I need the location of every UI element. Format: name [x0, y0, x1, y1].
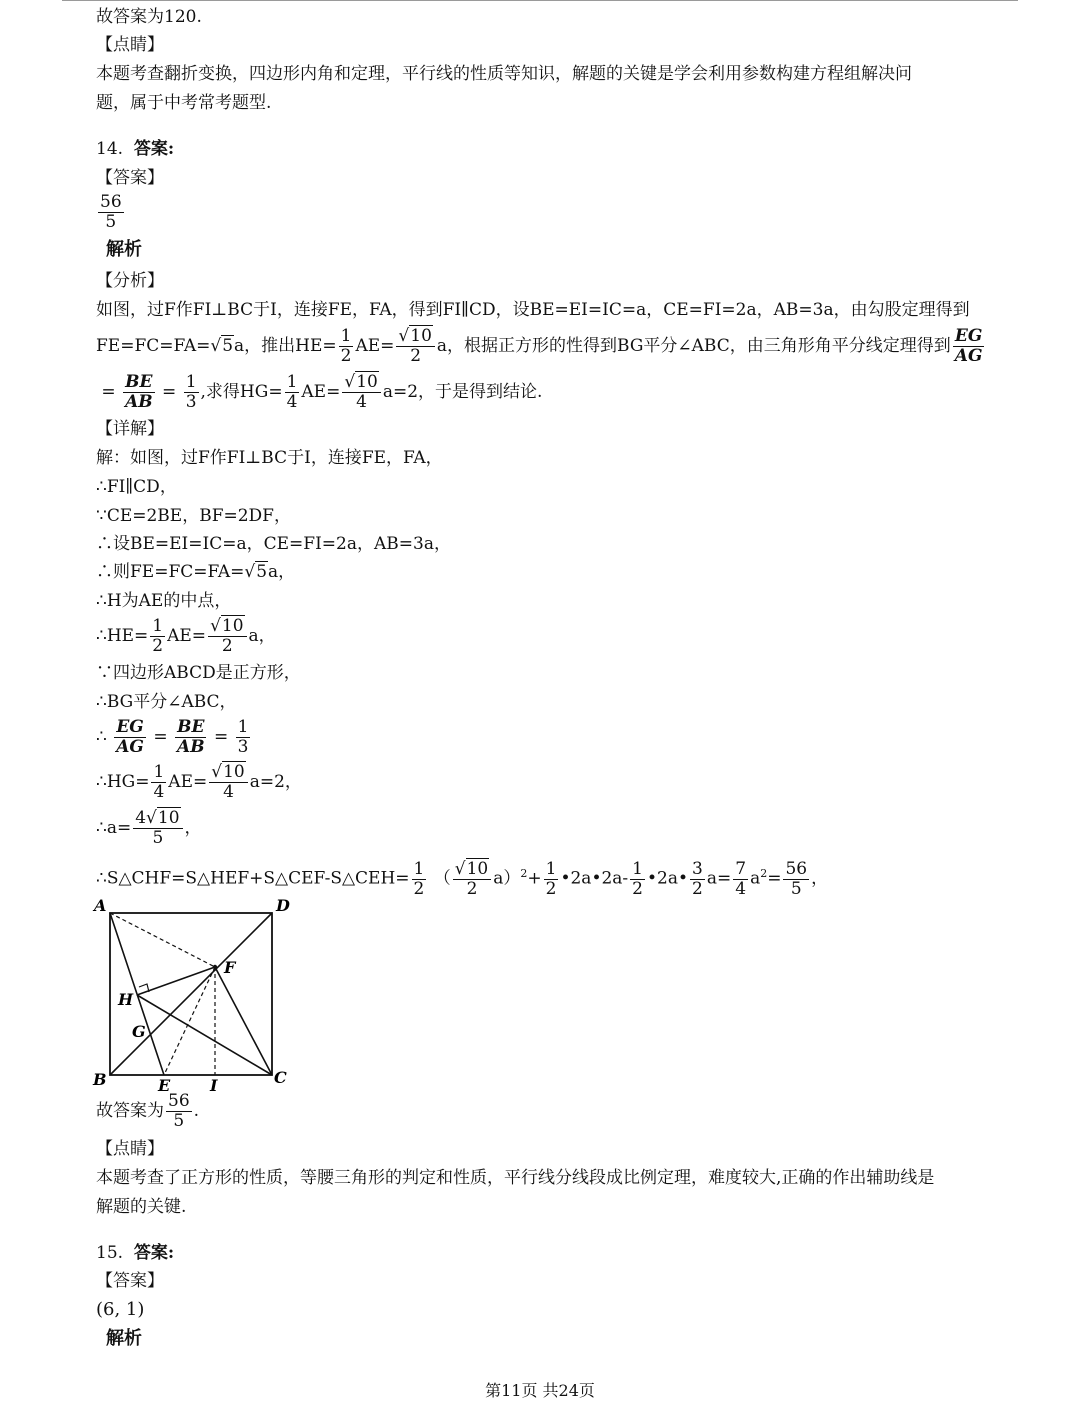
q15-jiexi: 解析: [106, 1328, 142, 1349]
page-footer: 第11页 共24页: [485, 1381, 595, 1400]
q14-step-7: ∴HE= $\frac{1}{2}$ AE= $\frac{√10}{2}$ a，: [96, 616, 276, 656]
q14-dianjing-text-2: 解题的关键.: [96, 1197, 187, 1217]
q15-heading: [96, 1242, 174, 1264]
q14-step-1: 解：如图，过F作FI⊥BC于I，连接FE，FA，: [96, 448, 443, 468]
q14-step-2: ∴FI∥CD，: [96, 477, 177, 497]
q14-step-8: ∵四边形ABCD是正方形，: [96, 663, 301, 683]
top-divider: [62, 0, 1018, 1]
q14-fenxi-1: 如图，过F作FI⊥BC于I，连接FE，FA，得到FI∥CD，设BE=EI=IC=a，CE=FI=2a，AB=3a，由勾股定理得到: [96, 300, 970, 320]
label-c: C: [274, 1068, 287, 1087]
label-e: E: [158, 1076, 171, 1095]
q14-step-6: ∴H为AE的中点，: [96, 591, 232, 611]
prev-dianjing-text-1: 本题考查翻折变换，四边形内角和定理，平行线的性质等知识，解题的关键是学会利用参数构建方程组解决问: [96, 64, 912, 84]
q14-fenxi-label: 【分析】: [96, 271, 164, 291]
q14-xiangjie-label: 【详解】: [96, 419, 164, 439]
q14-step-11: ∴HG= $\frac{1}{4}$ AE= $\frac{√10}{4}$ a=2，: [96, 762, 302, 802]
label-b: B: [93, 1070, 107, 1089]
q14-step-10: ∴ $\frac{EG}{AG}$ = $\frac{BE}{AB}$ = $\frac{1}{3}$: [96, 717, 249, 757]
prev-dianjing-label: 【点睛】: [96, 35, 164, 55]
q14-answer-label: 【答案】: [96, 168, 164, 188]
label-g: G: [132, 1022, 146, 1041]
q15-answer-value: (6, 1): [96, 1299, 145, 1320]
label-d: D: [276, 896, 290, 915]
q14-answer-fraction: $\frac{56}{5}$: [100, 192, 122, 232]
q15-answer-label: 【答案】: [96, 1271, 164, 1291]
q15-number: 15.: [96, 1243, 124, 1263]
q14-final-answer: 故答案为 $\frac{56}{5}$ .: [96, 1091, 200, 1131]
q14-fenxi-3: = $\frac{BE}{AB}$ = $\frac{1}{3}$ ,求得HG= $\frac{1}{4}$ AE= $\frac{√10}{4}$ a=2，于是得到结论.: [101, 372, 543, 412]
q14-dianjing-label: 【点睛】: [96, 1139, 164, 1159]
geometry-figure: [90, 895, 310, 1095]
diagonal-bd: [110, 913, 272, 1075]
label-f: F: [224, 958, 236, 977]
q14-step-9: ∴BG平分∠ABC，: [96, 692, 237, 712]
q14-heading: [96, 138, 174, 160]
q14-step-5: ∴则FE=FC=FA=√5a，: [96, 562, 296, 582]
q14-dianjing-text-1: 本题考查了正方形的性质，等腰三角形的判定和性质，平行线分线段成比例定理，难度较大,正确的作出辅助线是: [96, 1168, 935, 1188]
q15-title: 答案:: [133, 1243, 175, 1263]
q14-title: 答案:: [133, 139, 175, 159]
q14-step-3: ∵CE=2BE，BF=2DF，: [96, 506, 291, 526]
q14-step-4: ∴设BE=EI=IC=a，CE=FI=2a，AB=3a，: [96, 534, 451, 554]
point-f: [213, 965, 217, 969]
prev-dianjing-text-2: 题，属于中考常考题型.: [96, 93, 272, 113]
q14-number: 14.: [96, 139, 124, 159]
q14-jiexi: 解析: [106, 239, 142, 260]
label-h: H: [118, 990, 134, 1009]
q14-fenxi-2: FE=FC=FA=√5a，推出HE= $\frac{1}{2}$ AE= $\frac{√10}{2}$ a，根据正方形的性得到BG平分∠ABC，由三角形角平分线定理得到 $\frac{EG}{AG}$: [96, 326, 983, 366]
q14-step-13: ∴S△CHF=S△HEF+S△CEF-S△CEH= $\frac{1}{2}$ （ $\frac{√10}{2}$ a）$^2$+ $\frac{1}{2}$ •2a•2a- $\frac{1}{2}$ •2a• $\frac{3}{2}$ a= $\frac{7}{4}$ $a^2=$ $\frac{56}{5}$ ，: [96, 858, 829, 899]
label-a: A: [94, 896, 107, 915]
prev-answer-line: 故答案为120.: [96, 7, 202, 27]
q14-step-12: ∴a= $\frac{4√10}{5}$ ，: [96, 808, 202, 848]
label-i: I: [210, 1076, 218, 1095]
